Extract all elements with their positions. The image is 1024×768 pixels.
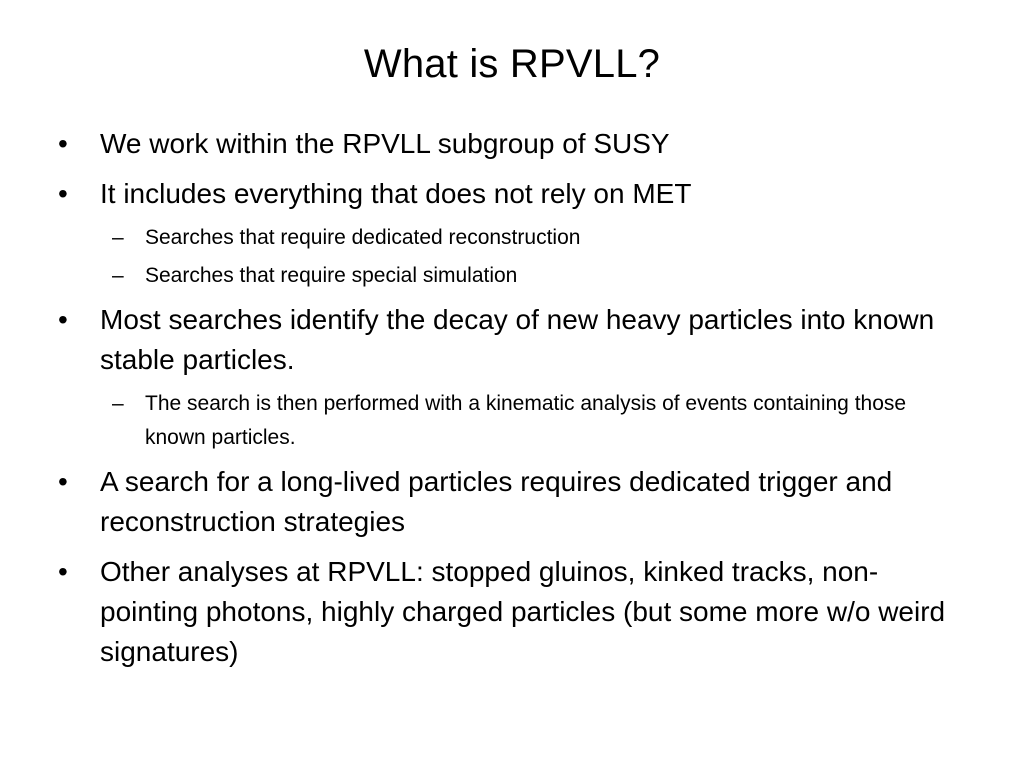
sub-bullet-text: Searches that require special simulation	[145, 264, 518, 287]
bullet-item	[58, 174, 958, 214]
sub-bullet-item	[58, 259, 958, 293]
bullet-item	[58, 124, 958, 164]
bullet-icon: •	[58, 466, 68, 497]
sub-bullet-item	[58, 387, 958, 455]
sub-bullet-text: Searches that require dedicated reconstruction	[145, 226, 581, 249]
bullet-text: A search for a long-lived particles requires dedicated trigger and reconstruction strategies	[100, 466, 893, 537]
bullet-icon: •	[58, 178, 68, 209]
bullet-text: It includes everything that does not rely on MET	[100, 178, 692, 209]
sub-bullet-item	[58, 221, 958, 255]
sub-bullet-text: The search is then performed with a kinematic analysis of events containing those known particles.	[145, 392, 907, 449]
dash-icon: –	[112, 392, 124, 415]
bullet-icon: •	[58, 556, 68, 587]
bullet-text: We work within the RPVLL subgroup of SUSY	[100, 128, 670, 159]
bullet-item	[58, 462, 958, 542]
bullet-icon: •	[58, 304, 68, 335]
slide-title: What is RPVLL?	[363, 42, 661, 86]
bullet-item	[58, 300, 958, 380]
dash-icon: –	[112, 226, 124, 249]
bullet-text: Other analyses at RPVLL: stopped gluinos, kinked tracks, non-pointing photons, highly charged particles (but some more w/o weird signatures)	[100, 556, 946, 667]
bullet-list	[58, 124, 958, 682]
bullet-text: Most searches identify the decay of new heavy particles into known stable particles.	[100, 304, 935, 375]
dash-icon: –	[112, 264, 124, 287]
bullet-item	[58, 552, 958, 672]
bullet-icon: •	[58, 128, 68, 159]
